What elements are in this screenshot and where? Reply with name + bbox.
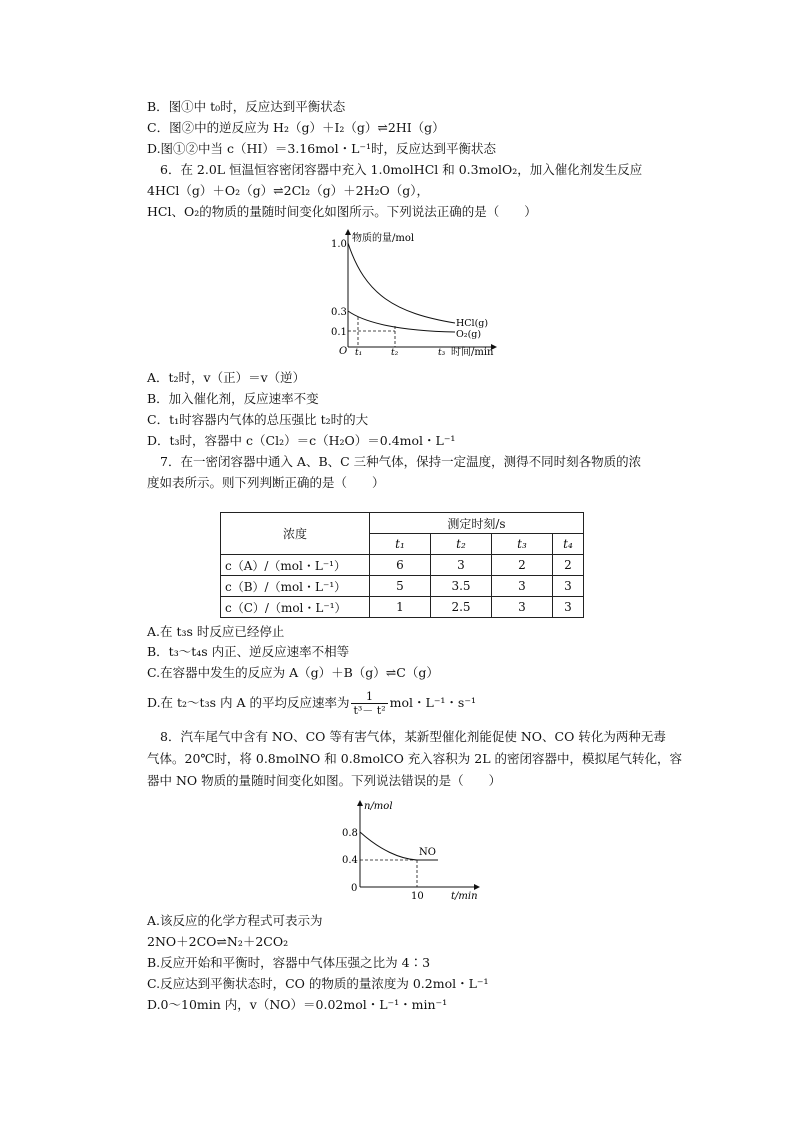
q8-y-axis-label: n/mol bbox=[364, 801, 393, 812]
q8-equation: 2NO＋2CO⇌N₂＋2CO₂ bbox=[147, 934, 289, 949]
table-row-label-c: c（C）/（mol・L⁻¹） bbox=[221, 597, 370, 618]
q8-legend-no: NO bbox=[419, 847, 436, 858]
q8-x-tick-1: 10 bbox=[411, 891, 424, 902]
table-time-t3: t₃ bbox=[492, 534, 553, 555]
q7-option-a: A.在 t₃s 时反应已经停止 bbox=[147, 624, 285, 639]
q8-y-arrow bbox=[357, 800, 363, 806]
q8-chart bbox=[335, 795, 485, 905]
q7-option-c: C.在容器中发生的反应为 A（g）＋B（g）⇌C（g） bbox=[147, 665, 439, 680]
table-cell: 3 bbox=[492, 597, 553, 618]
q6-x-tick-2: t₂ bbox=[391, 348, 399, 358]
q6-legend-o2: O₂(g) bbox=[456, 329, 482, 340]
q8-origin-label: 0 bbox=[351, 883, 358, 894]
q6-y-tick-2: 0.3 bbox=[331, 307, 347, 318]
q6-option-a: A．t₂时，v（正）＝v（逆） bbox=[147, 370, 306, 385]
q6-legend-hcl: HCl(g) bbox=[456, 318, 489, 329]
table-cell: 1 bbox=[370, 597, 431, 618]
table-row bbox=[221, 555, 584, 576]
table-cell: 3 bbox=[431, 555, 492, 576]
q8-stem-line3: 器中 NO 物质的量随时间变化如图。下列说法错误的是（ ） bbox=[147, 773, 502, 788]
q5-option-b: B．图①中 t₀时，反应达到平衡状态 bbox=[147, 99, 346, 114]
fraction-numerator: 1 bbox=[351, 690, 387, 704]
q8-y-tick-2: 0.4 bbox=[342, 855, 358, 866]
q6-stem-line3: HCl、O₂的物质的量随时间变化如图所示。下列说法正确的是（ ） bbox=[147, 204, 537, 219]
table-cell: 2 bbox=[492, 555, 553, 576]
q6-x-tick-3: t₃ bbox=[438, 348, 446, 358]
q6-option-c: C．t₁时容器内气体的总压强比 t₂时的大 bbox=[147, 412, 369, 427]
q6-y-tick-1: 1.0 bbox=[331, 239, 347, 250]
q8-x-axis-label: t/min bbox=[451, 891, 478, 902]
q7-option-b: B．t₃～t₄s 内正、逆反应速率不相等 bbox=[147, 644, 350, 659]
table-row-label-b: c（B）/（mol・L⁻¹） bbox=[221, 576, 370, 597]
table-row bbox=[221, 597, 584, 618]
q6-origin-label: O bbox=[339, 346, 348, 357]
q6-option-b: B．加入催化剂，反应速率不变 bbox=[147, 391, 319, 406]
table-row-label-a: c（A）/（mol・L⁻¹） bbox=[221, 555, 370, 576]
table-cell: 3 bbox=[553, 576, 584, 597]
q6-option-d: D．t₃时，容器中 c（Cl₂）＝c（H₂O）＝0.4mol・L⁻¹ bbox=[147, 433, 456, 448]
table-header-row bbox=[221, 513, 584, 534]
table-time-t1: t₁ bbox=[370, 534, 431, 555]
table-header-time: 测定时刻/s bbox=[370, 513, 584, 534]
q6-stem-line1: 6．在 2.0L 恒温恒容密闭容器中充入 1.0molHCl 和 0.3molO₂，加入催化剂发生反应 bbox=[160, 162, 643, 177]
q8-option-c: C.反应达到平衡状态时，CO 的物质的量浓度为 0.2mol・L⁻¹ bbox=[147, 976, 489, 991]
table-time-t2: t₂ bbox=[431, 534, 492, 555]
table-row bbox=[221, 576, 584, 597]
q5-option-d: D.图①②中当 c（HI）＝3.16mol・L⁻¹时，反应达到平衡状态 bbox=[147, 141, 496, 156]
q7-option-d bbox=[147, 688, 476, 718]
table-cell: 6 bbox=[370, 555, 431, 576]
q7-concentration-table bbox=[220, 512, 584, 618]
q6-y-axis-label: 物质的量/mol bbox=[352, 233, 415, 244]
q6-y-tick-3: 0.1 bbox=[331, 327, 347, 338]
q6-hcl-curve bbox=[348, 243, 455, 323]
q7-option-d-unit: mol・L⁻¹・s⁻¹ bbox=[389, 695, 476, 710]
q6-x-axis-label: 时间/min bbox=[451, 347, 494, 358]
table-time-t4: t₄ bbox=[553, 534, 584, 555]
q7-stem-line2: 度如表所示。则下列判断正确的是（ ） bbox=[147, 475, 385, 490]
q8-y-tick-1: 0.8 bbox=[342, 828, 358, 839]
q6-stem-line2: 4HCl（g）＋O₂（g）⇌2Cl₂（g）＋2H₂O（g）， bbox=[147, 183, 430, 198]
q6-y-arrow bbox=[345, 229, 351, 235]
fraction-denominator: t³－ t² bbox=[353, 704, 386, 717]
q7-stem-line1: 7．在一密闭容器中通入 A、B、C 三种气体，保持一定温度，测得不同时刻各物质的浓 bbox=[160, 454, 642, 469]
table-cell: 5 bbox=[370, 576, 431, 597]
q6-chart bbox=[325, 225, 500, 360]
q6-x-tick-1: t₁ bbox=[355, 348, 363, 358]
table-cell: 3 bbox=[553, 597, 584, 618]
q8-stem-line2: 气体。20℃时，将 0.8molNO 和 0.8molCO 充入容积为 2L 的密闭容器中，模拟尾气转化，容 bbox=[147, 751, 682, 766]
table-cell: 3.5 bbox=[431, 576, 492, 597]
q5-option-c: C．图②中的逆反应为 H₂（g）＋I₂（g）⇌2HI（g） bbox=[147, 120, 445, 135]
table-header-conc: 浓度 bbox=[221, 513, 370, 555]
q8-option-b: B.反应开始和平衡时，容器中气体压强之比为 4∶3 bbox=[147, 955, 431, 970]
q8-option-a: A.该反应的化学方程式可表示为 bbox=[147, 913, 323, 928]
q7-option-d-fraction bbox=[351, 690, 387, 717]
table-cell: 2 bbox=[553, 555, 584, 576]
q8-x-arrow bbox=[474, 884, 480, 890]
table-cell: 2.5 bbox=[431, 597, 492, 618]
q7-option-d-text: D.在 t₂～t₃s 内 A 的平均反应速率为 bbox=[147, 695, 350, 710]
q8-option-d: D.0～10min 内，v（NO）＝0.02mol・L⁻¹・min⁻¹ bbox=[147, 997, 448, 1012]
q6-o2-curve bbox=[348, 311, 455, 332]
q8-stem-line1: 8．汽车尾气中含有 NO、CO 等有害气体，某新型催化剂能促使 NO、CO 转化为两种无毒 bbox=[160, 729, 666, 744]
table-cell: 3 bbox=[492, 576, 553, 597]
